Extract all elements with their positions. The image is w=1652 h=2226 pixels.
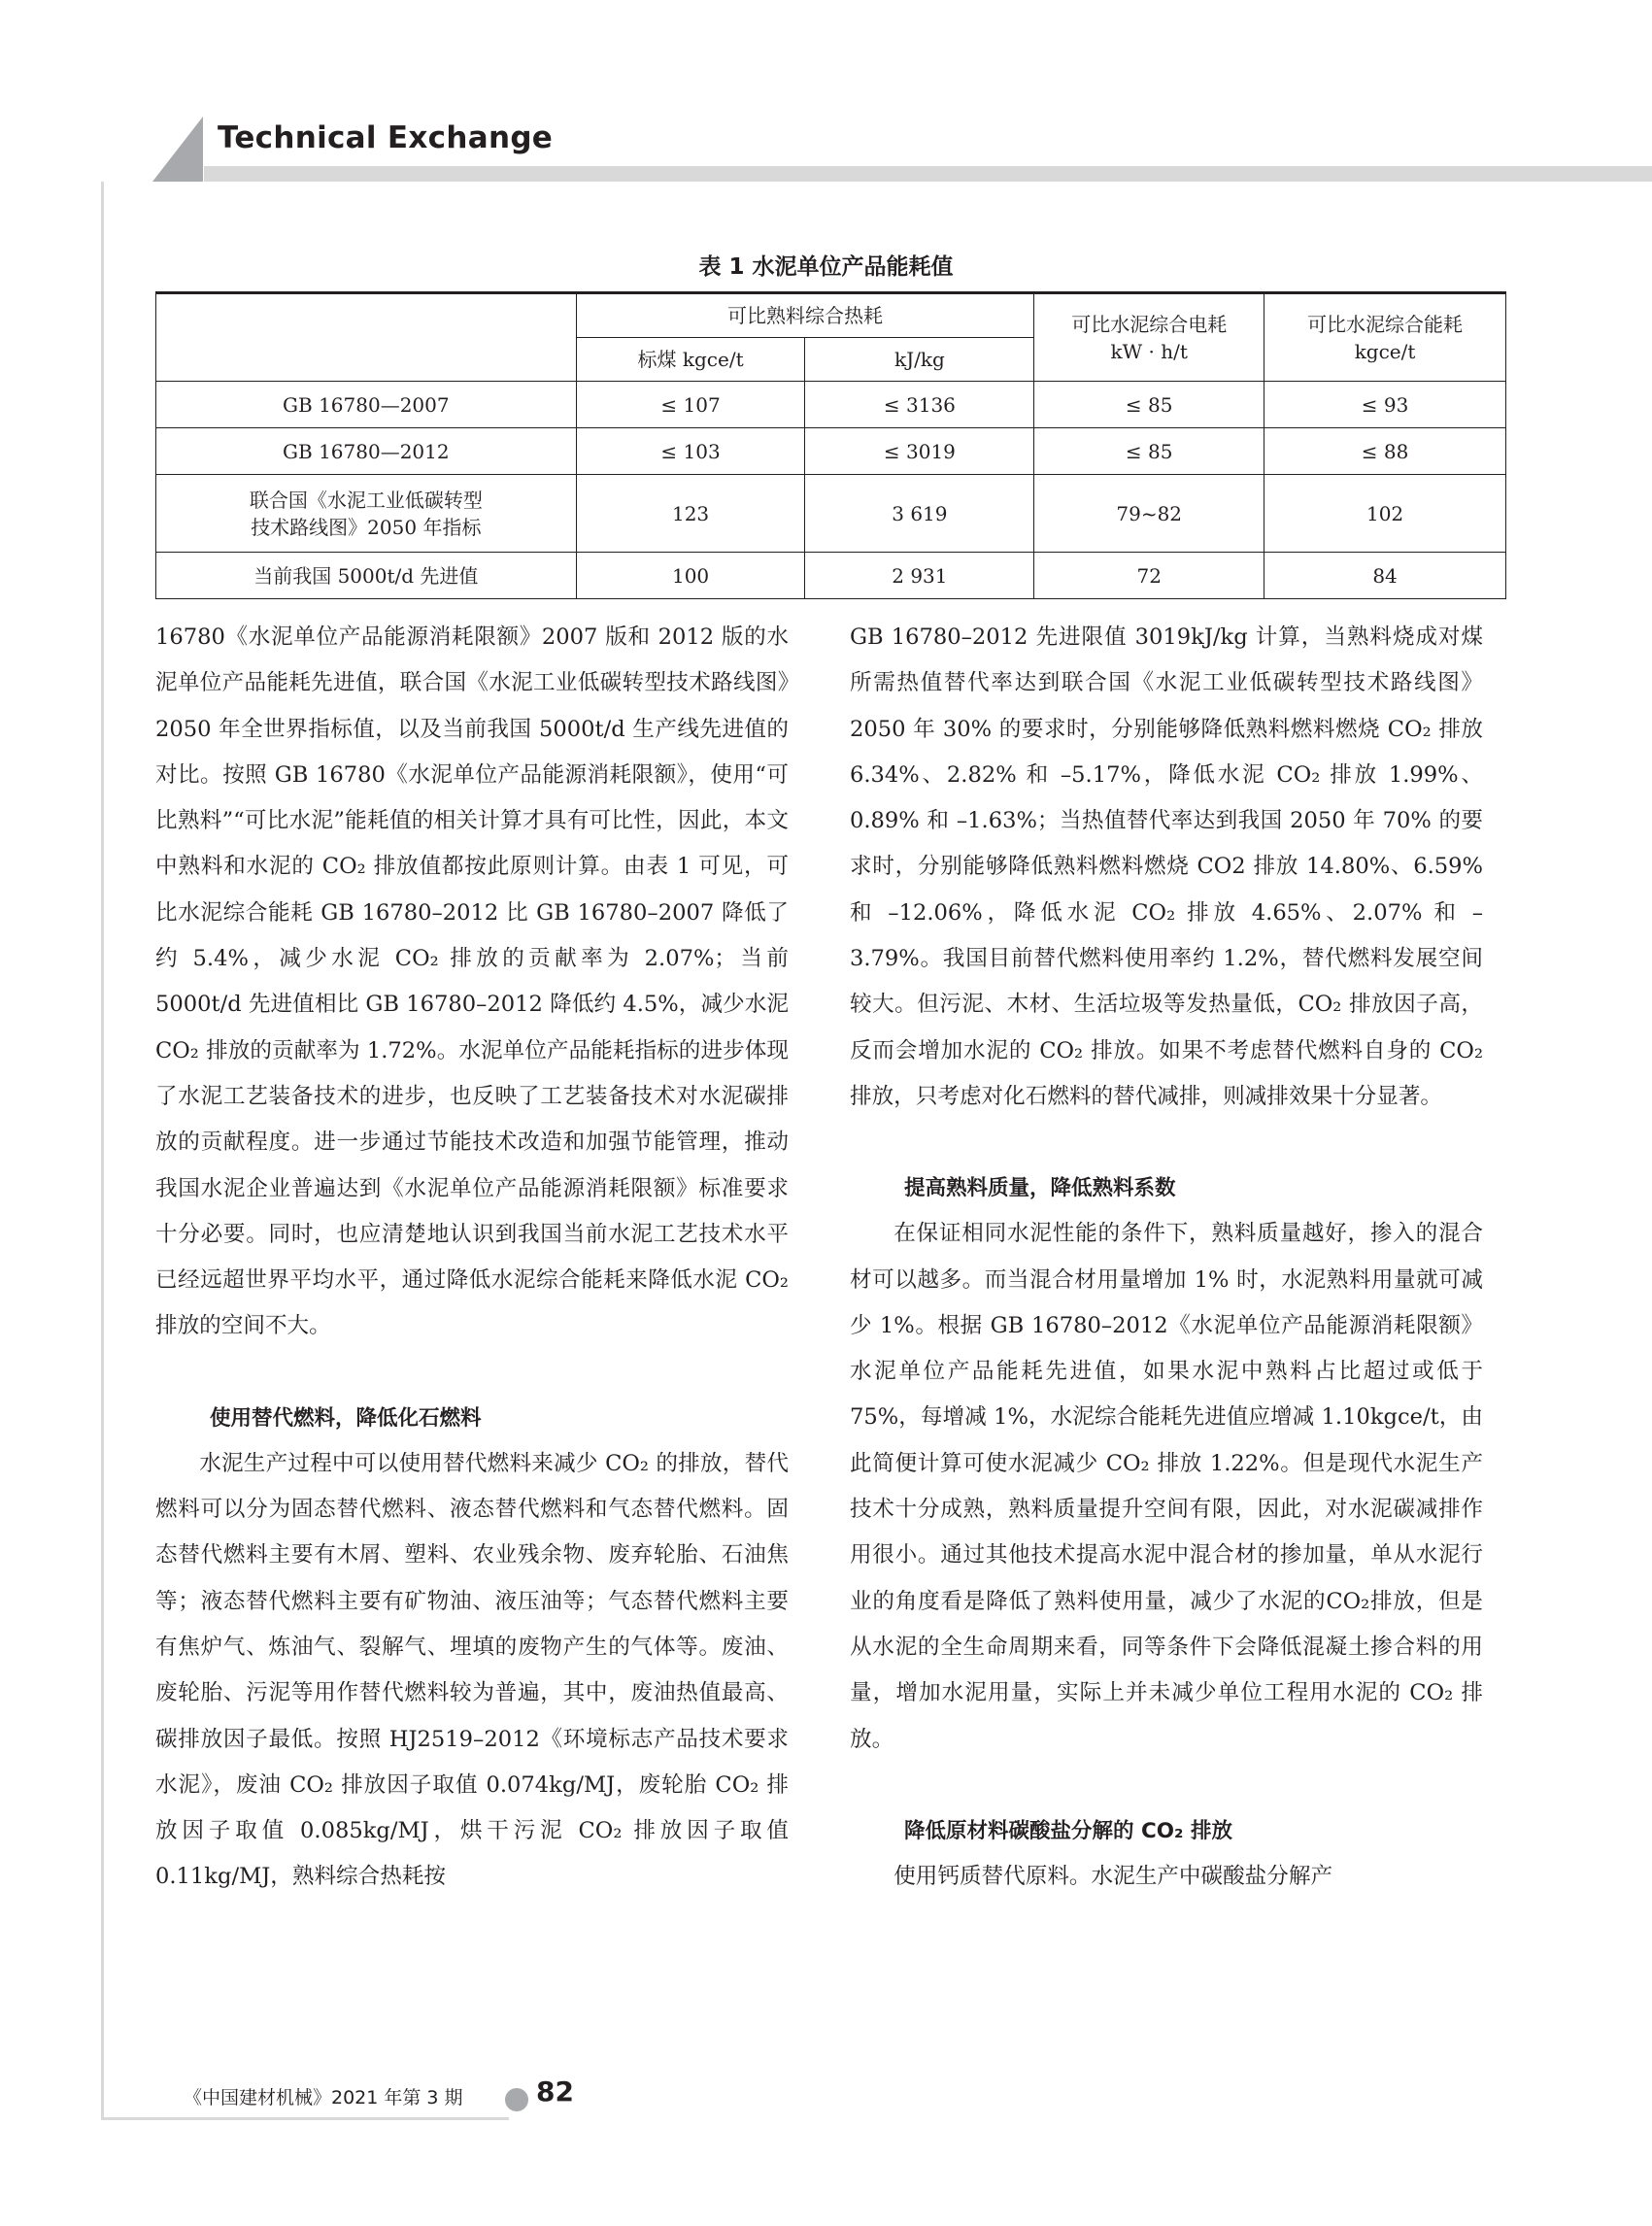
journal-name: 《中国建材机械》2021 年第 3 期 xyxy=(184,2087,463,2108)
header-coal: 标煤 kgce/t xyxy=(576,338,805,382)
subheading: 降低原材料碳酸盐分解的 CO₂ 排放 xyxy=(904,1818,1232,1843)
header-bar xyxy=(204,166,1652,182)
table-row xyxy=(156,553,1506,599)
row-label: GB 16780—2012 xyxy=(156,428,577,475)
cell-kj: ≤ 3136 xyxy=(805,382,1034,428)
row-label xyxy=(156,475,577,553)
table-corner xyxy=(156,293,577,382)
table-caption: 表 1 水泥单位产品能耗值 xyxy=(698,254,954,280)
table-row xyxy=(156,475,1506,553)
subheading: 使用替代燃料，降低化石燃料 xyxy=(210,1405,482,1431)
header-energy-unit: kgce/t xyxy=(1354,339,1416,363)
body-paragraph: 使用钙质替代原料。水泥生产中碳酸盐分解产 xyxy=(893,1863,1333,1889)
section-title: Technical Exchange xyxy=(218,120,554,155)
row-label-line1: 联合国《水泥工业低碳转型 xyxy=(249,488,483,512)
cell-energy: 84 xyxy=(1264,553,1506,599)
right-column xyxy=(850,615,1483,1900)
header-kj: kJ/kg xyxy=(805,338,1034,382)
cell-elec: 79~82 xyxy=(1034,475,1264,553)
cell-kj: 3 619 xyxy=(805,475,1034,553)
row-label: 当前我国 5000t/d 先进值 xyxy=(156,553,577,599)
header-energy xyxy=(1264,293,1506,382)
subheading: 提高熟料质量，降低熟料系数 xyxy=(904,1176,1176,1201)
cell-kj: 2 931 xyxy=(805,553,1034,599)
body-paragraph: GB 16780–2012 先进限值 3019kJ/kg 计算，当熟料烧成对煤所需热值替代率达到联合国《水泥工业低碳转型技术路线图》2050 年 30% 的要求时，分别能够降低熟料燃料燃烧 CO₂ 排放 6.34%、2.82% 和 –5.17%，降低水泥 CO₂ 排放 1.99%、0.89% 和 –1.63%；当热值替代率达到我国 2050 年 70% 的要求时，分别能够降低熟料燃料燃烧 CO2 排放 14.80%、6.59% 和 –12.06%，降低水泥 CO₂ 排放 4.65%、2.07% 和 –3.79%。我国目前替代燃料使用率约 1.2%，替代燃料发展空间较大。但污泥、木材、生活垃圾等发热量低，CO₂ 排放因子高，反而会增加水泥的 CO₂ 排放。如果不考虑替代燃料自身的 CO₂ 排放，只考虑对化石燃料的替代减排，则减排效果十分显著。 xyxy=(850,624,1483,1109)
header-electricity xyxy=(1034,293,1264,382)
table-row xyxy=(156,428,1506,475)
row-label: GB 16780—2007 xyxy=(156,382,577,428)
header-electricity-title: 可比水泥综合电耗 xyxy=(1071,312,1228,336)
energy-table xyxy=(155,291,1506,599)
cell-elec: ≤ 85 xyxy=(1034,428,1264,475)
cell-energy: 102 xyxy=(1264,475,1506,553)
header-electricity-unit: kW · h/t xyxy=(1110,339,1188,363)
page-frame-bottom xyxy=(101,2117,509,2120)
body-paragraph: 在保证相同水泥性能的条件下，熟料质量越好，掺入的混合材可以越多。而当混合材用量增加 1% 时，水泥熟料用量就可减少 1%。根据 GB 16780–2012《水泥单位产品能源消耗限额》水泥单位产品能耗先进值，如果水泥中熟料占比超过或低于 75%，每增减 1%，水泥综合能耗先进值应增减 1.10kgce/t，由此简便计算可使水泥减少 CO₂ 排放 1.22%。但是现代水泥生产技术十分成熟，熟料质量提升空间有限，因此，对水泥碳减排作用很小。通过其他技术提高水泥中混合材的掺加量，单从水泥行业的角度看是降低了熟料使用量，减少了水泥的CO₂排放，但是从水泥的全生命周期来看，同等条件下会降低混凝土掺合料的用量，增加水泥用量，实际上并未减少单位工程用水泥的 CO₂ 排放。 xyxy=(850,1221,1483,1752)
header-energy-title: 可比水泥综合能耗 xyxy=(1307,312,1464,336)
header-triangle xyxy=(152,117,203,182)
cell-energy: ≤ 88 xyxy=(1264,428,1506,475)
page-frame-left xyxy=(101,182,104,2119)
cell-kj: ≤ 3019 xyxy=(805,428,1034,475)
page-dot xyxy=(505,2088,528,2111)
page-number: 82 xyxy=(536,2075,574,2108)
cell-coal: ≤ 103 xyxy=(576,428,805,475)
cell-coal: 100 xyxy=(576,553,805,599)
body-paragraph: 16780《水泥单位产品能源消耗限额》2007 版和 2012 版的水泥单位产品能耗先进值，联合国《水泥工业低碳转型技术路线图》2050 年全世界指标值，以及当前我国 5000t/d 生产线先进值的对比。按照 GB 16780《水泥单位产品能源消耗限额》，使用“可比熟料”“可比水泥”能耗值的相关计算才具有可比性，因此，本文中熟料和水泥的 CO₂ 排放值都按此原则计算。由表 1 可见，可比水泥综合能耗 GB 16780–2012 比 GB 16780–2007 降低了约 5.4%，减少水泥 CO₂ 排放的贡献率为 2.07%；当前 5000t/d 先进值相比 GB 16780–2012 降低约 4.5%，减少水泥 CO₂ 排放的贡献率为 1.72%。水泥单位产品能耗指标的进步体现了水泥工艺装备技术的进步，也反映了工艺装备技术对水泥碳排放的贡献程度。进一步通过节能技术改造和加强节能管理，推动我国水泥企业普遍达到《水泥单位产品能源消耗限额》标准要求十分必要。同时，也应清楚地认识到我国当前水泥工艺技术水平已经远超世界平均水平，通过降低水泥综合能耗来降低水泥 CO₂ 排放的空间不大。 xyxy=(155,624,789,1339)
cell-elec: 72 xyxy=(1034,553,1264,599)
table-row xyxy=(156,382,1506,428)
body-paragraph: 水泥生产过程中可以使用替代燃料来减少 CO₂ 的排放，替代燃料可以分为固态替代燃料、液态替代燃料和气态替代燃料。固态替代燃料主要有木屑、塑料、农业残余物、废弃轮胎、石油焦等；液态替代燃料主要有矿物油、液压油等；气态替代燃料主要有焦炉气、炼油气、裂解气、埋填的废物产生的气体等。废油、废轮胎、污泥等用作替代燃料较为普遍，其中，废油热值最高、碳排放因子最低。按照 HJ2519–2012《环境标志产品技术要求 水泥》，废油 CO₂ 排放因子取值 0.074kg/MJ，废轮胎 CO₂ 排放因子取值 0.085kg/MJ，烘干污泥 CO₂ 排放因子取值 0.11kg/MJ，熟料综合热耗按 xyxy=(155,1450,789,1890)
left-column xyxy=(155,615,789,1901)
cell-coal: 123 xyxy=(576,475,805,553)
cell-energy: ≤ 93 xyxy=(1264,382,1506,428)
header-clinker: 可比熟料综合热耗 xyxy=(576,293,1034,338)
row-label-line2: 技术路线图》2050 年指标 xyxy=(251,515,482,539)
cell-elec: ≤ 85 xyxy=(1034,382,1264,428)
cell-coal: ≤ 107 xyxy=(576,382,805,428)
